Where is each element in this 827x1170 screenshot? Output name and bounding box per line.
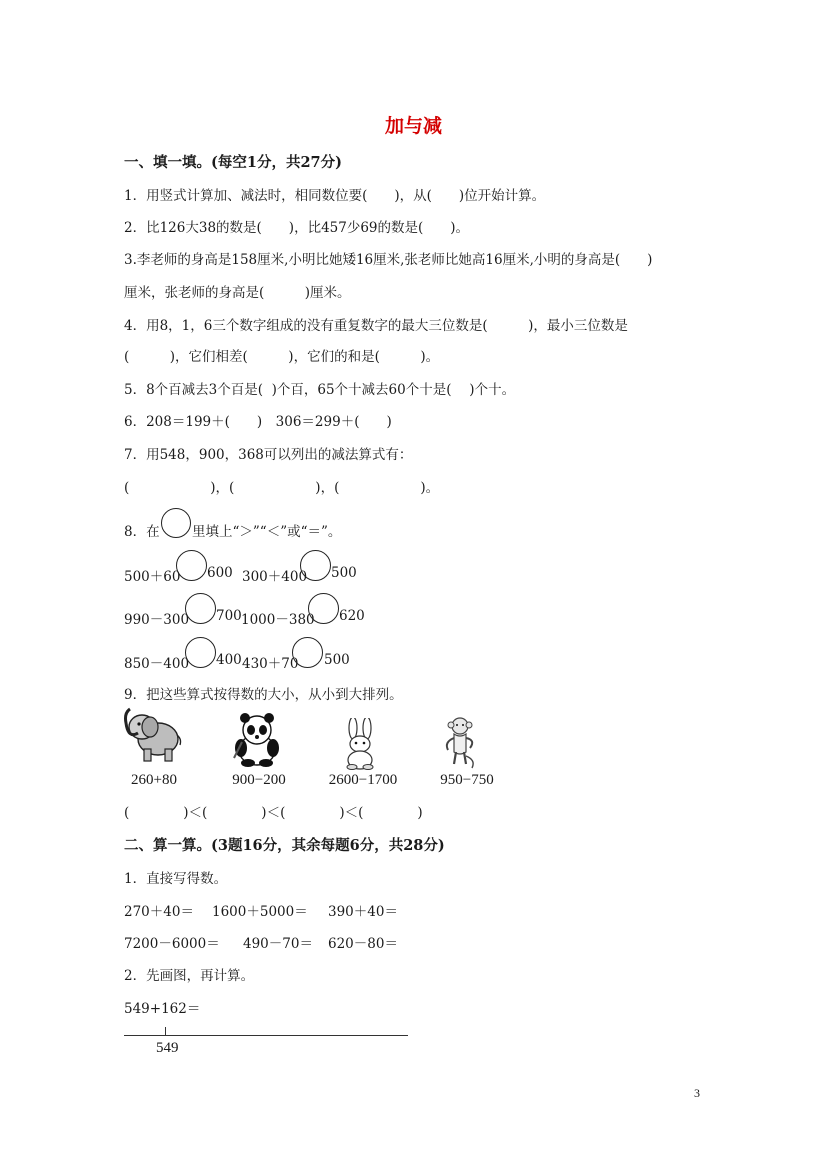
compare-circle[interactable]: [185, 593, 216, 624]
compare-circle[interactable]: [185, 637, 216, 668]
question-2: 2．比126大38的数是( )，比457少69的数是( )。: [124, 220, 470, 236]
compare-right-value: 700: [216, 608, 242, 624]
question-5: 5．8个百减去3个百是( )个百，65个十减去60个十是( )个十。: [124, 382, 516, 398]
compare-circle-example: [161, 508, 191, 538]
section-2-question-2-expression: 549+162＝: [124, 1001, 201, 1017]
question-3-line-1: 3.李老师的身高是158厘米,小明比她矮16厘米,张老师比她高16厘米,小明的身高是( ): [124, 252, 653, 268]
compare-left-expr: 850－400: [124, 656, 190, 672]
question-6: 6．208＝199＋( ) 306＝299＋( ): [124, 414, 392, 430]
elephant-icon: [120, 705, 184, 767]
compare-left-expr: 500＋60: [124, 569, 181, 585]
monkey-expression: 950−750: [440, 772, 494, 788]
section-2-question-1: 1．直接写得数。: [124, 871, 228, 887]
calc-item: 620－80＝: [328, 936, 398, 952]
compare-left-expr: 1000－380: [241, 612, 315, 628]
compare-right-value: 500: [324, 652, 350, 668]
compare-right-value: 620: [339, 608, 365, 624]
calc-item: 1600＋5000＝: [212, 904, 308, 920]
section-2-heading: 二、算一算。(3题16分，其余每题6分，共28分): [124, 837, 445, 854]
question-1: 1．用竖式计算加、减法时，相同数位要( )，从( )位开始计算。: [124, 188, 546, 204]
line-tick: [165, 1027, 166, 1036]
question-8-prefix: 8．在: [124, 524, 160, 540]
compare-circle[interactable]: [308, 593, 339, 624]
compare-left-expr: 990－300: [124, 612, 190, 628]
drawing-line: [124, 1035, 408, 1036]
question-9: 9．把这些算式按得数的大小，从小到大排列。: [124, 687, 403, 703]
question-3-line-2: 厘米，张老师的身高是( )厘米。: [124, 285, 351, 301]
rabbit-icon: [338, 718, 382, 770]
compare-left-expr: 300＋400: [242, 569, 308, 585]
panda-icon: [228, 712, 286, 768]
compare-right-value: 500: [331, 565, 357, 581]
calc-item: 7200－6000＝: [124, 936, 220, 952]
compare-right-value: 400: [216, 652, 242, 668]
section-2-question-2: 2．先画图，再计算。: [124, 968, 255, 984]
compare-circle[interactable]: [300, 550, 331, 581]
panda-expression: 900−200: [232, 772, 286, 788]
line-tick-label: 549: [156, 1040, 179, 1056]
question-8-suffix: 里填上“＞”“＜”或“＝”。: [192, 524, 342, 540]
monkey-icon: [440, 716, 480, 770]
question-9-answer: ( )＜( )＜( )＜( ): [124, 805, 423, 821]
question-4-line-2: ( )，它们相差( )，它们的和是( )。: [124, 349, 440, 365]
question-7-line-1: 7．用548，900，368可以列出的减法算式有：: [124, 447, 413, 463]
compare-circle[interactable]: [292, 637, 323, 668]
compare-left-expr: 430＋70: [242, 656, 299, 672]
calc-item: 270＋40＝: [124, 904, 194, 920]
page-number: 3: [694, 1086, 700, 1100]
section-1-heading: 一、填一填。(每空1分，共27分): [124, 154, 342, 171]
question-4-line-1: 4．用8，1，6三个数字组成的没有重复数字的最大三位数是( )，最小三位数是: [124, 318, 628, 334]
elephant-expression: 260+80: [131, 772, 177, 788]
calc-item: 490－70＝: [243, 936, 313, 952]
rabbit-expression: 2600−1700: [328, 772, 398, 788]
question-7-line-2: ( )，( )，( )。: [124, 480, 440, 496]
calc-item: 390＋40＝: [328, 904, 398, 920]
compare-circle[interactable]: [176, 550, 207, 581]
compare-right-value: 600: [207, 565, 233, 581]
page-title: 加与减: [384, 115, 442, 137]
